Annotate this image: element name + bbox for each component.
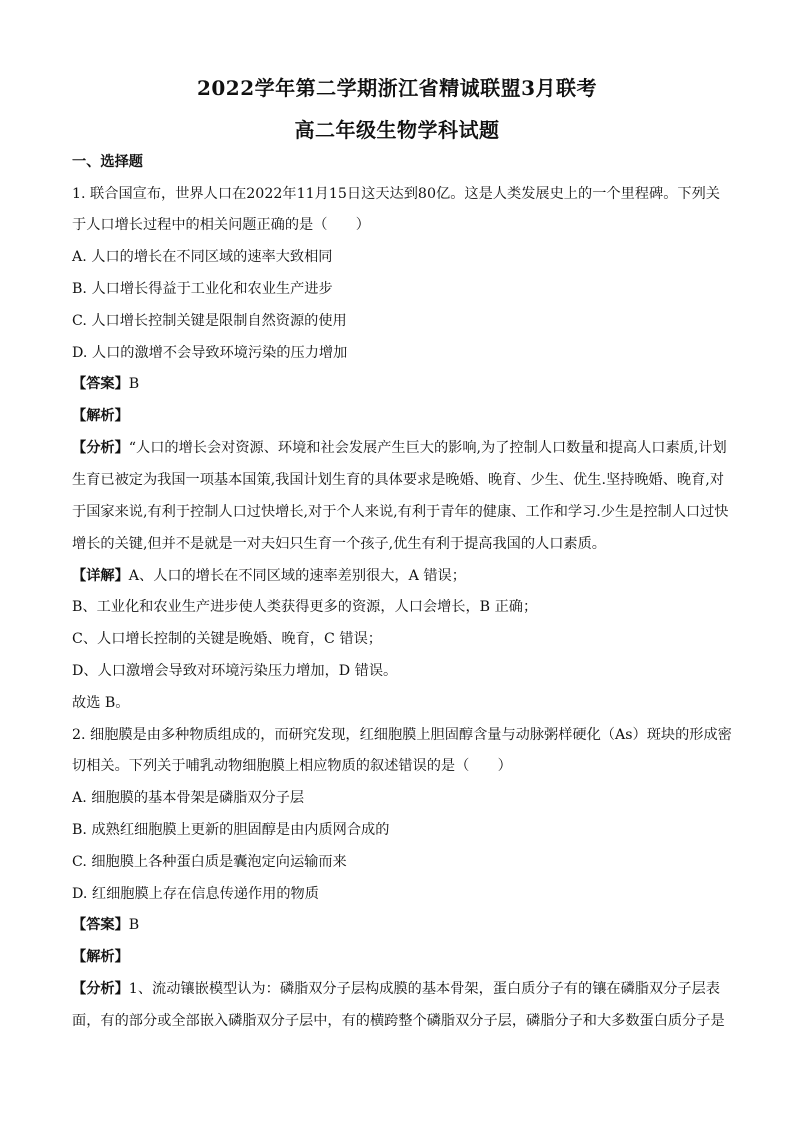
q2-option-c: C. 细胞膜上各种蛋白质是囊泡定向运输而来 — [72, 854, 347, 870]
fenxi-text: “人口的增长会对资源、环境和社会发展产生巨大的影响,为了控制人口数量和提高人口素质,计划 — [128, 440, 727, 456]
answer-tag: 【答案】 — [72, 917, 129, 933]
q1-xiangjie-line4: D、人口激增会导致对环境污染压力增加，D 错误。 — [72, 663, 398, 679]
q1-stem-line1: 1. 联合国宣布，世界人口在2022年11月15日这天达到80亿。这是人类发展史上的一个里程碑。下列关 — [72, 186, 720, 202]
q1-xiangjie-line2: B、工业化和农业生产进步使人类获得更多的资源，人口会增长，B 正确； — [72, 599, 538, 615]
q1-stem-line2: 于人口增长过程中的相关问题正确的是（ ） — [72, 217, 370, 233]
fenxi-tag: 【分析】 — [72, 981, 129, 997]
exam-subtitle: 高二年级生物学科试题 — [294, 118, 500, 142]
q1-option-c: C. 人口增长控制关键是限制自然资源的使用 — [72, 313, 347, 329]
q1-fenxi-line4: 增长的关键,但并不是就是一对夫妇只生育一个孩子,优生有利于提高我国的人口素质。 — [72, 536, 606, 552]
q1-option-a: A. 人口的增长在不同区域的速率大致相同 — [72, 249, 333, 265]
q2-answer — [72, 915, 139, 935]
q2-option-d: D. 红细胞膜上存在信息传递作用的物质 — [72, 886, 319, 902]
q2-stem-line2: 切相关。下列关于哺乳动物细胞膜上相应物质的叙述错误的是（ ） — [72, 758, 512, 774]
xiangjie-text: A、人口的增长在不同区域的速率差别很大，A 错误； — [128, 568, 466, 584]
fenxi-tag: 【分析】 — [72, 440, 129, 456]
q2-fenxi-line1 — [72, 979, 720, 999]
fenxi-text: 1、流动镶嵌模型认为：磷脂双分子层构成膜的基本骨架，蛋白质分子有的镶在磷脂双分子层表 — [128, 981, 720, 997]
answer-value: B — [128, 376, 140, 392]
xiangjie-tag: 【详解】 — [72, 568, 129, 584]
section-heading: 一、选择题 — [72, 154, 143, 170]
q2-option-a: A. 细胞膜的基本骨架是磷脂双分子层 — [72, 790, 305, 806]
q2-fenxi-line2: 面，有的部分或全部嵌入磷脂双分子层中，有的横跨整个磷脂双分子层，磷脂分子和大多数蛋白质分子是 — [72, 1013, 725, 1029]
q1-conclusion: 故选 B。 — [72, 695, 130, 711]
q2-option-b: B. 成熟红细胞膜上更新的胆固醇是由内质网合成的 — [72, 822, 390, 838]
answer-value: B — [128, 917, 140, 933]
answer-tag: 【答案】 — [72, 376, 129, 392]
exam-title: 2022学年第二学期浙江省精诚联盟3月联考 — [196, 76, 598, 100]
q2-analysis-tag: 【解析】 — [72, 949, 129, 965]
q1-fenxi-line2: 生育已被定为我国一项基本国策,我国计划生育的具体要求是晚婚、晚育、少生、优生.坚持晚婚、晚育,对 — [72, 472, 724, 488]
q1-answer — [72, 374, 139, 394]
q1-xiangjie-line1 — [72, 566, 466, 586]
q1-analysis-tag: 【解析】 — [72, 408, 129, 424]
q1-option-d: D. 人口的激增不会导致环境污染的压力增加 — [72, 345, 348, 361]
q1-fenxi-line3: 于国家来说,有利于控制人口过快增长,对于个人来说,有利于青年的健康、工作和学习.少生是控制人口过快 — [72, 504, 729, 520]
q2-stem-line1: 2. 细胞膜是由多种物质组成的，而研究发现，红细胞膜上胆固醇含量与动脉粥样硬化（As）斑块的形成密 — [72, 727, 732, 743]
q1-xiangjie-line3: C、人口增长控制的关键是晚婚、晚育，C 错误； — [72, 631, 382, 647]
q1-fenxi-line1 — [72, 438, 727, 458]
q1-option-b: B. 人口增长得益于工业化和农业生产进步 — [72, 281, 333, 297]
